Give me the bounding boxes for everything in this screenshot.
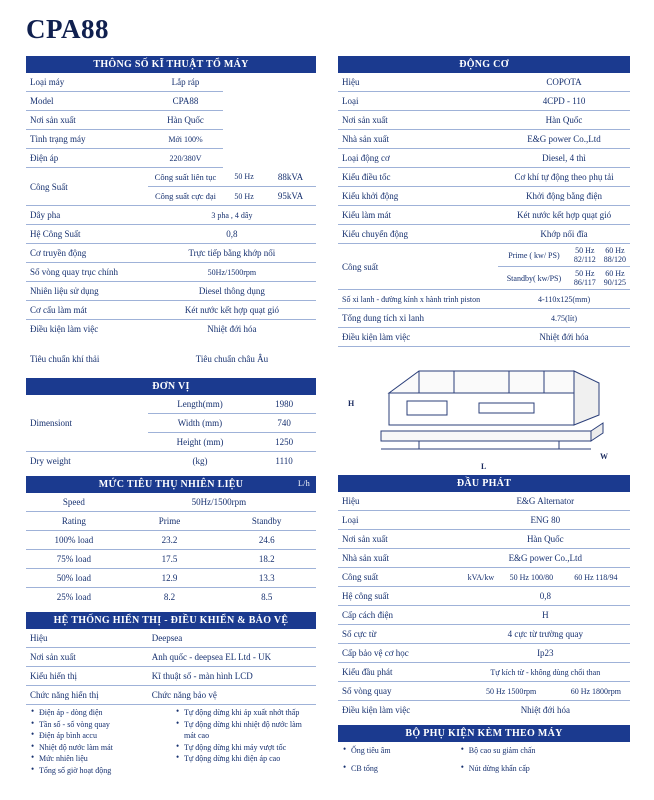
row-label: Kiểu điều tốc <box>338 168 498 187</box>
row-value: 4-110x125(mm) <box>498 290 630 309</box>
row-value: Deepsea <box>148 629 316 648</box>
table-row <box>26 301 316 320</box>
power-freq: 50 Hz <box>223 187 265 206</box>
row-label: Điều kiện làm việc <box>30 324 99 334</box>
table-row <box>338 760 630 778</box>
spacer <box>26 368 316 378</box>
accessory-cell <box>456 760 630 778</box>
power-value: 88kVA <box>265 168 316 187</box>
row-value: ENG 80 <box>461 511 630 530</box>
fuel-consumption-table <box>26 493 316 606</box>
generator-diagram <box>338 353 630 471</box>
list-item: • Nút dừng khẩn cấp <box>460 763 626 775</box>
accessories-table <box>338 742 630 777</box>
left-column <box>26 56 316 778</box>
dimension-label: Length(mm) <box>148 395 252 414</box>
section-header-genset-spec: THÔNG SỐ KĨ THUẬT TỔ MÁY <box>26 56 316 73</box>
row-value: Hàn Quốc <box>148 111 223 130</box>
list-item: • Tự động dừng khi điện áp cao <box>175 753 314 765</box>
row-value: Hàn Quốc <box>461 530 630 549</box>
fuel-unit: L/h <box>297 479 310 488</box>
table-row <box>26 648 316 667</box>
row-value: 4 cực từ trường quay <box>461 625 630 644</box>
row-label: Số vòng quay trục chính <box>26 263 148 282</box>
diagram-label-l: L <box>481 462 487 471</box>
power-value-50hz: 50 Hz 82/112 <box>570 244 600 267</box>
display-function-list <box>26 705 171 778</box>
table-row <box>338 187 630 206</box>
table-row-spacer <box>26 338 316 350</box>
power-sub-label: Standby( kw/PS) <box>498 267 570 290</box>
row-label: Nhiên liệu sử dụng <box>26 282 148 301</box>
power-label: Công suất <box>338 244 498 290</box>
table-row <box>338 644 630 663</box>
row-label: Dây pha <box>26 206 148 225</box>
row-value: COPOTA <box>498 73 630 92</box>
table-row <box>338 206 630 225</box>
table-row <box>338 625 630 644</box>
table-row <box>26 73 316 92</box>
diagram-label-w: W <box>600 452 608 461</box>
row-label: Điều kiện làm việc <box>342 705 411 715</box>
row-label: Số cực từ <box>338 625 461 644</box>
standby-value: 24.6 <box>217 531 316 550</box>
table-row <box>338 309 630 328</box>
table-row <box>338 130 630 149</box>
column-header-standby: Standby <box>217 512 316 531</box>
section-header-engine: ĐỘNG CƠ <box>338 56 630 73</box>
list-item: • CB tổng <box>342 763 452 775</box>
table-row <box>26 244 316 263</box>
row-label: Tổng dung tích xi lanh <box>338 309 498 328</box>
table-row <box>26 629 316 648</box>
table-row <box>26 667 316 686</box>
dry-weight-unit: (kg) <box>192 456 208 466</box>
table-row <box>338 587 630 606</box>
table-header-row <box>26 686 316 705</box>
row-label: Hiệu <box>26 629 148 648</box>
spacer <box>26 338 316 350</box>
table-row <box>338 682 630 701</box>
row-value: Tự kích từ - không dùng chổi than <box>461 663 630 682</box>
row-label: Nhà sản xuất <box>338 130 498 149</box>
table-row <box>338 73 630 92</box>
prime-value: 17.5 <box>122 550 218 569</box>
standby-value: 13.3 <box>217 569 316 588</box>
row-label: Cấp cách điện <box>338 606 461 625</box>
list-item: • Mức nhiên liệu <box>30 753 169 765</box>
section-header-accessories: BỘ PHỤ KIỆN KÈM THEO MÁY <box>338 725 630 742</box>
table-row <box>338 92 630 111</box>
row-label: Hệ Công Suất <box>26 225 148 244</box>
table-row <box>26 282 316 301</box>
row-label: Cơ cấu làm mát <box>26 301 148 320</box>
table-row <box>26 588 316 607</box>
row-value: E&G Alternator <box>461 492 630 511</box>
table-header-row <box>26 512 316 531</box>
list-item: • Tự động dừng khi máy vượt tốc <box>175 742 314 754</box>
row-label: Kiểu làm mát <box>338 206 498 225</box>
table-row <box>338 111 630 130</box>
row-value: Trực tiếp bằng khớp nối <box>148 244 316 263</box>
section-header-alternator: ĐẦU PHÁT <box>338 475 630 492</box>
power-label: Công Suất <box>26 168 148 206</box>
dry-weight-label: Dry weight <box>30 456 71 466</box>
standby-value: 18.2 <box>217 550 316 569</box>
table-row <box>26 569 316 588</box>
row-value: Nhiệt đới hóa <box>207 324 257 334</box>
row-label: Nơi sản xuất <box>26 111 148 130</box>
row-value: CPA88 <box>148 92 223 111</box>
table-row <box>26 130 316 149</box>
row-label: Cấp bảo vệ cơ học <box>338 644 461 663</box>
load-label: 100% load <box>26 531 122 550</box>
power-value-60hz: 60 Hz 88/120 <box>600 244 630 267</box>
table-row <box>26 263 316 282</box>
row-label: Loại máy <box>26 73 148 92</box>
row-value: Diesel, 4 thì <box>498 149 630 168</box>
table-row <box>338 742 630 760</box>
row-label: Số xi lanh - đường kính x hành trình piston <box>338 290 498 309</box>
row-label: Kiểu hiển thị <box>26 667 148 686</box>
row-label: Điều kiện làm việc <box>338 328 498 347</box>
table-row-power <box>338 568 630 587</box>
row-label: Hệ công suất <box>338 587 461 606</box>
section-header-unit: ĐƠN VỊ <box>26 378 316 395</box>
row-label: Kiểu chuyển động <box>338 225 498 244</box>
table-row <box>338 225 630 244</box>
alt-power-60hz: 60 Hz 118/94 <box>562 568 630 587</box>
prime-value: 12.9 <box>122 569 218 588</box>
row-value: Khớp nối đĩa <box>498 225 630 244</box>
dimension-group-label: Dimensiont <box>26 395 148 452</box>
row-label: Kiểu đầu phát <box>338 663 461 682</box>
list-item: • Tổng số giờ hoạt động <box>30 765 169 777</box>
load-label: 50% load <box>26 569 122 588</box>
list-item: • Điện áp bình accu <box>30 730 169 742</box>
table-row <box>26 550 316 569</box>
row-value: Anh quốc - deepsea EL Ltd - UK <box>148 648 316 667</box>
list-item: • Ống tiêu âm <box>342 745 452 757</box>
speed-label: Speed <box>26 493 122 512</box>
row-label: Nơi sản xuất <box>338 530 461 549</box>
table-row <box>338 492 630 511</box>
row-value: 220/380V <box>148 149 223 168</box>
table-row <box>26 111 316 130</box>
row-value: Khởi động bằng điện <box>498 187 630 206</box>
section-header-control: HỆ THỐNG HIỂN THỊ - ĐIỀU KHIỂN & BẢO VỆ <box>26 612 316 629</box>
row-label: Tình trạng máy <box>26 130 148 149</box>
table-row-power <box>338 244 630 267</box>
row-label: Model <box>26 92 148 111</box>
genset-spec-table <box>26 73 316 368</box>
row-label: Kiểu khởi động <box>338 187 498 206</box>
row-value: 50Hz/1500rpm <box>148 263 316 282</box>
row-value: 0,8 <box>461 587 630 606</box>
table-row <box>26 149 316 168</box>
speed-value: 50Hz/1500rpm <box>122 493 316 512</box>
dimension-value: 740 <box>252 414 316 433</box>
list-item: • Tự động dừng khi áp xuất nhớt thấp <box>175 707 314 719</box>
table-row <box>338 328 630 347</box>
list-item: • Tự động dừng khi nhiệt độ nước làm mát cao <box>175 719 314 742</box>
table-row <box>338 549 630 568</box>
table-row <box>26 395 316 414</box>
row-value: Két nước kết hợp quạt gió <box>148 301 316 320</box>
power-value-50hz: 50 Hz 86/117 <box>570 267 600 290</box>
table-row <box>26 206 316 225</box>
row-value: Tiêu chuẩn châu Âu <box>195 354 269 364</box>
power-freq: 50 Hz <box>223 168 265 187</box>
table-row <box>338 701 630 720</box>
table-row <box>26 320 316 339</box>
power-sub-label: Công suất liên tục <box>148 168 223 187</box>
prime-value: 8.2 <box>163 592 176 602</box>
alternator-table <box>338 492 630 719</box>
dimension-value: 1250 <box>252 433 316 452</box>
table-row <box>26 531 316 550</box>
alt-power-50hz: 50 Hz 100/80 <box>501 568 562 587</box>
section-header-fuel: MỨC TIÊU THỤ NHIÊN LIỆU L/h <box>26 476 316 493</box>
table-row <box>338 606 630 625</box>
table-row <box>26 350 316 368</box>
row-value: E&G power Co.,Ltd <box>461 549 630 568</box>
prime-value: 23.2 <box>122 531 218 550</box>
table-row <box>338 168 630 187</box>
dimension-value: 1980 <box>252 395 316 414</box>
row-value: 0,8 <box>148 225 316 244</box>
diagram-label-h: H <box>348 399 355 408</box>
function-lists <box>26 705 316 778</box>
load-label: 75% load <box>26 550 122 569</box>
standby-value: 8.5 <box>261 592 273 602</box>
row-label: Loại <box>338 511 461 530</box>
alt-power-unit: kVA/kw <box>461 568 502 587</box>
row-value: Mới 100% <box>148 130 223 149</box>
row-value: Cơ khí tự động theo phụ tải <box>498 168 630 187</box>
row-label: Số vòng quay <box>338 682 461 701</box>
row-label: Loại <box>338 92 498 111</box>
row-value: 4.75(lít) <box>498 309 630 328</box>
genset-illustration <box>359 353 609 465</box>
table-row <box>338 663 630 682</box>
alt-power-label: Công suất <box>338 568 461 587</box>
row-value: Lắp ráp <box>148 73 223 92</box>
table-row <box>26 225 316 244</box>
table-row-power <box>26 168 316 187</box>
row-value: 4CPD - 110 <box>498 92 630 111</box>
table-row <box>338 530 630 549</box>
rating-label: Rating <box>26 512 122 531</box>
table-row <box>338 290 630 309</box>
power-value: 95kVA <box>265 187 316 206</box>
table-row <box>26 493 316 512</box>
row-value: Kĩ thuật số - màn hình LCD <box>148 667 316 686</box>
row-value: Ip23 <box>461 644 630 663</box>
row-value: Nhiệt đới hóa <box>520 705 570 715</box>
alt-speed-50hz: 50 Hz 1500rpm <box>461 682 562 701</box>
power-sub-label: Prime ( kw/ PS) <box>498 244 570 267</box>
power-value-60hz: 60 Hz 90/125 <box>600 267 630 290</box>
table-row <box>338 149 630 168</box>
alt-speed-60hz: 60 Hz 1800rpm <box>562 682 630 701</box>
table-row <box>26 452 316 471</box>
dry-weight-value: 1110 <box>275 456 293 466</box>
row-label: Nơi sản xuất <box>26 648 148 667</box>
column-header-prime: Prime <box>122 512 218 531</box>
column-header-protect-functions: Chức năng bảo vệ <box>148 686 316 705</box>
row-value: H <box>461 606 630 625</box>
engine-table <box>338 73 630 347</box>
row-value: Nhiệt đới hóa <box>498 328 630 347</box>
accessory-cell <box>338 742 456 760</box>
list-item: • Bộ cao su giảm chấn <box>460 745 626 757</box>
accessory-cell <box>456 742 630 760</box>
page-title: CPA88 <box>26 14 109 44</box>
row-label: Điện áp <box>26 149 148 168</box>
column-header-display-functions: Chức năng hiển thị <box>26 686 148 705</box>
dimensions-table <box>26 395 316 470</box>
row-value: Diesel thông dụng <box>148 282 316 301</box>
dimension-label: Height (mm) <box>148 433 252 452</box>
row-value: Két nước kết hợp quạt gió <box>498 206 630 225</box>
protect-function-list <box>171 705 316 778</box>
load-label: 25% load <box>56 592 91 602</box>
row-label: Nhà sản xuất <box>338 549 461 568</box>
row-value: E&G power Co.,Ltd <box>498 130 630 149</box>
dimension-label: Width (mm) <box>148 414 252 433</box>
control-system-table <box>26 629 316 705</box>
list-item: • Nhiệt độ nước làm mát <box>30 742 169 754</box>
row-label: Hiệu <box>338 73 498 92</box>
row-label: Hiệu <box>338 492 461 511</box>
row-label: Nơi sản xuất <box>338 111 498 130</box>
list-item: • Tần số - số vòng quay <box>30 719 169 731</box>
row-value: 3 pha , 4 dây <box>148 206 316 225</box>
row-value: Hàn Quốc <box>498 111 630 130</box>
table-row <box>26 92 316 111</box>
row-label: Loại động cơ <box>338 149 498 168</box>
table-row <box>338 511 630 530</box>
row-label: Tiêu chuẩn khí thải <box>30 354 100 364</box>
power-sub-label: Công suất cực đại <box>148 187 223 206</box>
row-label: Cơ truyền động <box>26 244 148 263</box>
list-item: • Điện áp - dòng điện <box>30 707 169 719</box>
accessory-cell <box>338 760 456 778</box>
right-column <box>338 56 630 777</box>
